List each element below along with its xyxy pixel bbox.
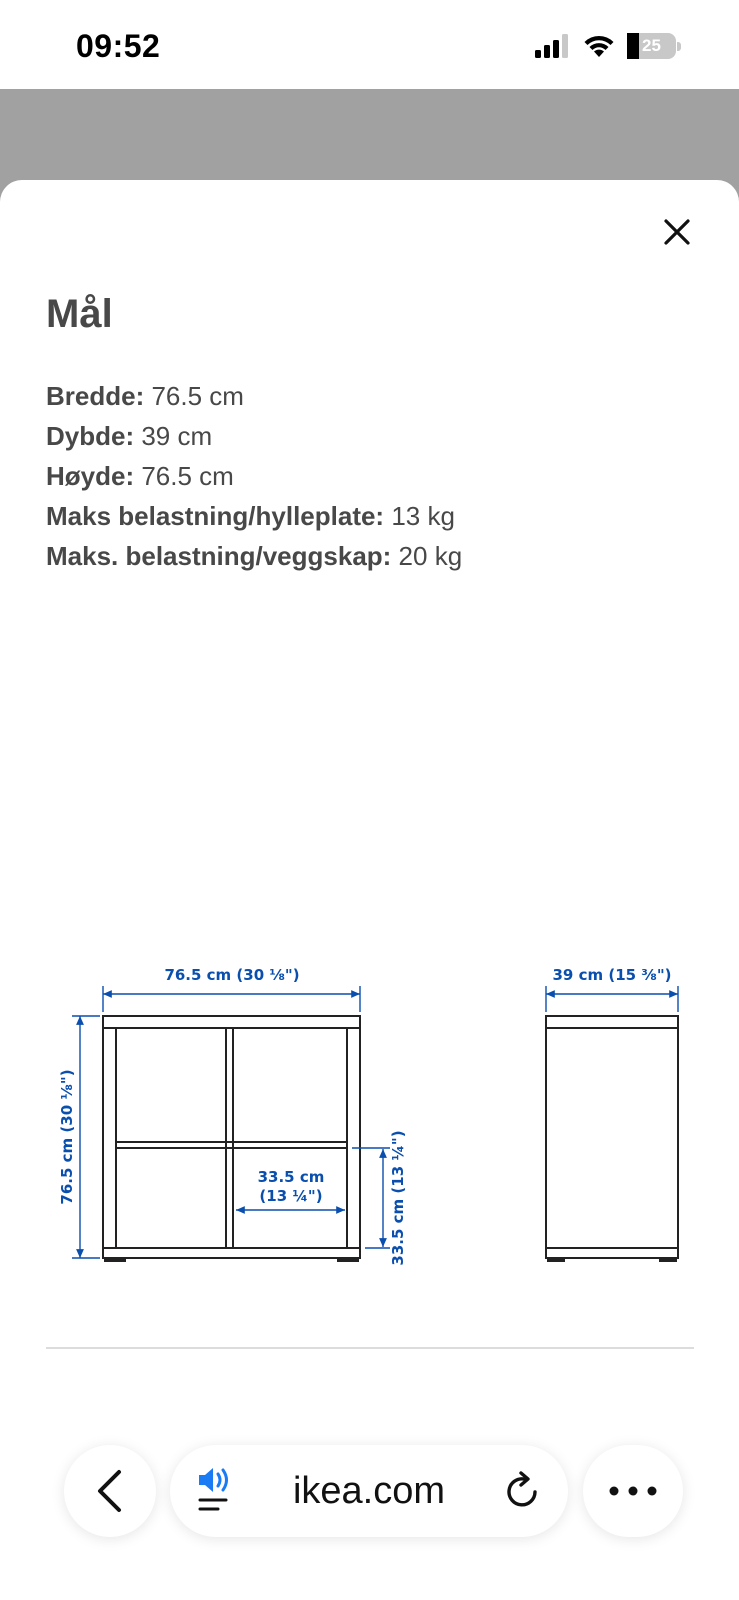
more-icon <box>609 1486 657 1496</box>
dimension-diagram <box>0 770 739 1266</box>
spec-label: Maks. belastning/veggskap: <box>46 541 392 571</box>
compartment-height-label: 33.5 cm (13 ¼") <box>389 1130 407 1266</box>
url-text[interactable]: ikea.com <box>292 1470 446 1512</box>
spec-label: Maks belastning/hylleplate: <box>46 501 385 531</box>
side-depth-label: 39 cm (15 ⅜") <box>552 966 672 984</box>
spec-value: 13 kg <box>384 501 455 531</box>
address-bar[interactable] <box>170 1445 568 1537</box>
front-view-shelf <box>103 1016 360 1261</box>
spec-depth <box>46 416 462 456</box>
back-icon <box>95 1469 125 1513</box>
close-button[interactable] <box>655 210 699 254</box>
status-time: 09:52 <box>76 28 161 64</box>
spec-value: 20 kg <box>391 541 463 571</box>
battery-icon <box>627 33 681 59</box>
side-view-shelf <box>546 1016 678 1261</box>
front-width-label: 76.5 cm (30 ⅛") <box>164 966 300 984</box>
divider <box>46 1347 694 1349</box>
signal-icon <box>535 34 571 58</box>
status-bar <box>0 0 739 89</box>
back-button[interactable] <box>64 1445 156 1537</box>
spec-value: 39 cm <box>134 421 213 451</box>
spec-width <box>46 376 462 416</box>
battery-level: 25 <box>642 36 661 55</box>
reload-icon[interactable] <box>504 1470 544 1512</box>
spec-value: 76.5 cm <box>144 381 244 411</box>
close-icon <box>663 218 691 246</box>
spec-max-load-shelf <box>46 496 462 536</box>
browser-toolbar <box>0 1430 739 1600</box>
compartment-width-label-2: (13 ¼") <box>259 1187 323 1205</box>
page-title: Mål <box>46 292 113 336</box>
dimensions-sheet <box>0 180 739 1600</box>
spec-list <box>46 376 462 576</box>
spec-label: Høyde: <box>46 461 135 491</box>
spec-max-load-wall <box>46 536 462 576</box>
spec-height <box>46 456 462 496</box>
spec-label: Bredde: <box>46 381 145 411</box>
compartment-width-label-1: 33.5 cm <box>257 1168 325 1186</box>
status-icons <box>535 33 681 59</box>
more-button[interactable] <box>583 1445 683 1537</box>
spec-label: Dybde: <box>46 421 135 451</box>
wifi-icon <box>583 34 615 58</box>
spec-value: 76.5 cm <box>134 461 234 491</box>
front-height-label: 76.5 cm (30 ⅛") <box>58 1069 76 1205</box>
